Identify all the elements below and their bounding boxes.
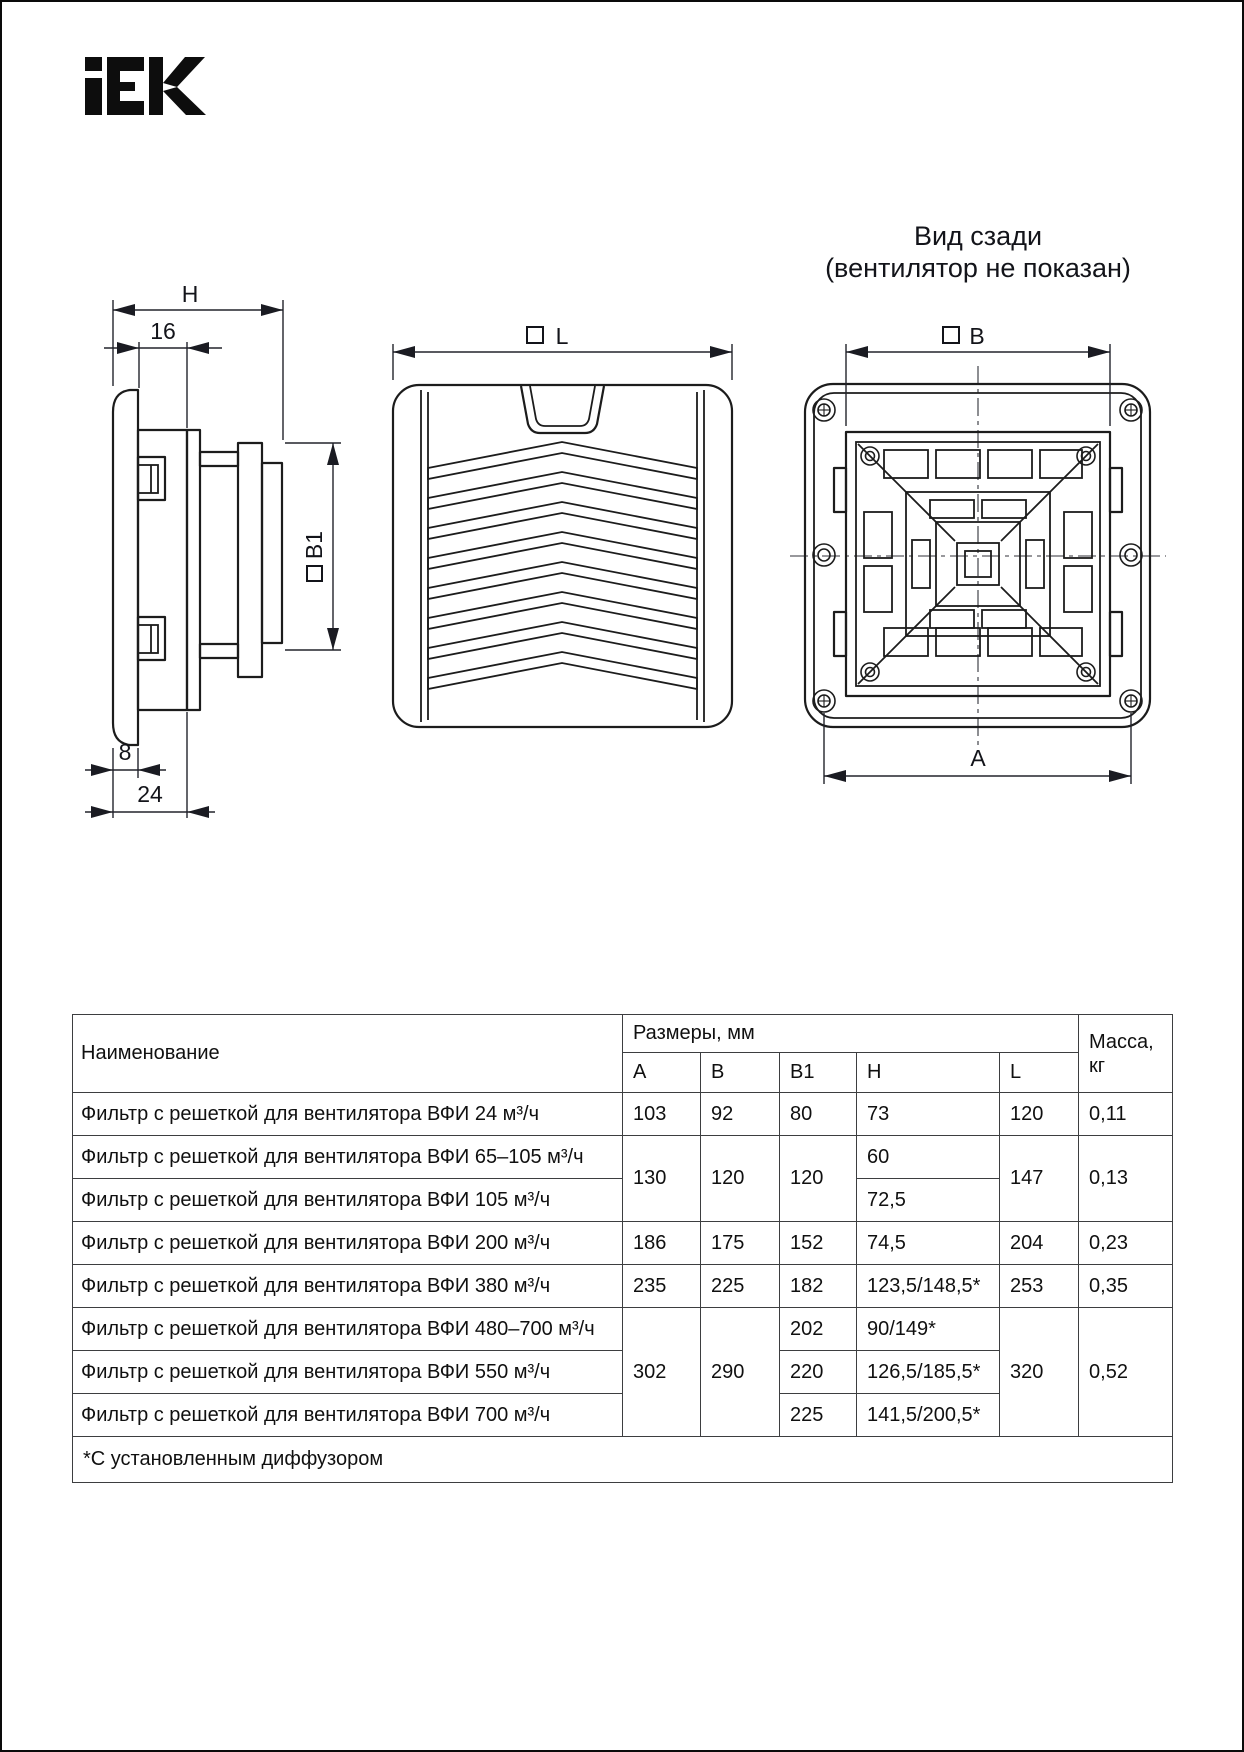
cell-a: 130 bbox=[623, 1136, 701, 1222]
table-row bbox=[73, 1222, 1173, 1265]
cell-a: 302 bbox=[623, 1308, 701, 1437]
product-name-cell: Фильтр с решеткой для вентилятора ВФИ 200 м³/ч bbox=[73, 1222, 623, 1265]
dim-label-16: 16 bbox=[150, 318, 176, 344]
rear-view bbox=[790, 221, 1166, 784]
cell-a: 235 bbox=[623, 1265, 701, 1308]
dim-label-h: H bbox=[181, 281, 199, 307]
cell-b1: 120 bbox=[780, 1136, 857, 1222]
header-col-h: H bbox=[857, 1053, 1000, 1093]
cell-h: 73 bbox=[857, 1093, 1000, 1136]
cell-mass: 0,52 bbox=[1079, 1308, 1173, 1437]
cell-b1: 220 bbox=[780, 1351, 857, 1394]
header-col-l: L bbox=[1000, 1053, 1079, 1093]
cell-b1: 80 bbox=[780, 1093, 857, 1136]
cell-h: 60 bbox=[857, 1136, 1000, 1179]
dim-label-24: 24 bbox=[137, 781, 163, 807]
table-header-row-1 bbox=[73, 1015, 1173, 1053]
dim-label-8: 8 bbox=[118, 739, 132, 765]
cell-mass: 0,11 bbox=[1079, 1093, 1173, 1136]
cell-h: 141,5/200,5* bbox=[857, 1394, 1000, 1437]
dim-label-b: B bbox=[969, 323, 985, 349]
cell-b1: 182 bbox=[780, 1265, 857, 1308]
dim-label-b1: B1 bbox=[301, 530, 327, 560]
header-sizes: Размеры, мм bbox=[623, 1015, 1079, 1053]
square-symbol-b bbox=[943, 327, 959, 343]
cell-b: 175 bbox=[701, 1222, 780, 1265]
cell-h: 72,5 bbox=[857, 1179, 1000, 1222]
rear-view-title: Вид сзади bbox=[913, 221, 1043, 251]
cell-b: 92 bbox=[701, 1093, 780, 1136]
dim-label-l: L bbox=[555, 323, 569, 349]
table-row bbox=[73, 1136, 1173, 1179]
cell-mass: 0,35 bbox=[1079, 1265, 1173, 1308]
table-row bbox=[73, 1265, 1173, 1308]
dimensions-table bbox=[72, 1014, 1173, 1483]
header-col-a: A bbox=[623, 1053, 701, 1093]
table-footnote-row bbox=[73, 1437, 1173, 1483]
table-row bbox=[73, 1093, 1173, 1136]
product-name-cell: Фильтр с решеткой для вентилятора ВФИ 380 м³/ч bbox=[73, 1265, 623, 1308]
cell-h: 74,5 bbox=[857, 1222, 1000, 1265]
product-name-cell: Фильтр с решеткой для вентилятора ВФИ 550 м³/ч bbox=[73, 1351, 623, 1394]
product-name-cell: Фильтр с решеткой для вентилятора ВФИ 24 м³/ч bbox=[73, 1093, 623, 1136]
cell-b1: 225 bbox=[780, 1394, 857, 1437]
cell-a: 186 bbox=[623, 1222, 701, 1265]
louver-slats bbox=[428, 442, 697, 689]
table-row bbox=[73, 1308, 1173, 1351]
product-name-cell: Фильтр с решеткой для вентилятора ВФИ 700 м³/ч bbox=[73, 1394, 623, 1437]
product-name-cell: Фильтр с решеткой для вентилятора ВФИ 65–105 м³/ч bbox=[73, 1136, 623, 1179]
product-name-cell: Фильтр с решеткой для вентилятора ВФИ 105 м³/ч bbox=[73, 1179, 623, 1222]
cell-l: 253 bbox=[1000, 1265, 1079, 1308]
cell-mass: 0,23 bbox=[1079, 1222, 1173, 1265]
header-col-b: B bbox=[701, 1053, 780, 1093]
product-name-cell: Фильтр с решеткой для вентилятора ВФИ 480–700 м³/ч bbox=[73, 1308, 623, 1351]
cell-b: 225 bbox=[701, 1265, 780, 1308]
square-symbol-l bbox=[527, 327, 543, 343]
cell-b: 120 bbox=[701, 1136, 780, 1222]
cell-b: 290 bbox=[701, 1308, 780, 1437]
cell-l: 204 bbox=[1000, 1222, 1079, 1265]
side-view bbox=[85, 281, 341, 818]
cell-mass: 0,13 bbox=[1079, 1136, 1173, 1222]
header-mass bbox=[1079, 1015, 1173, 1093]
cell-l: 147 bbox=[1000, 1136, 1079, 1222]
cell-l: 120 bbox=[1000, 1093, 1079, 1136]
header-name: Наименование bbox=[73, 1015, 623, 1093]
header-col-b1: B1 bbox=[780, 1053, 857, 1093]
cell-b1: 202 bbox=[780, 1308, 857, 1351]
cell-a: 103 bbox=[623, 1093, 701, 1136]
dim-label-a: A bbox=[970, 745, 986, 771]
rear-view-subtitle: (вентилятор не показан) bbox=[825, 253, 1131, 283]
cell-h: 126,5/185,5* bbox=[857, 1351, 1000, 1394]
cell-h: 90/149* bbox=[857, 1308, 1000, 1351]
footnote: *С установленным диффузором bbox=[73, 1437, 1173, 1483]
header-mass-line2: кг bbox=[1089, 1054, 1106, 1077]
header-mass-line1: Масса, bbox=[1089, 1030, 1154, 1053]
cell-b1: 152 bbox=[780, 1222, 857, 1265]
cell-l: 320 bbox=[1000, 1308, 1079, 1437]
cell-h: 123,5/148,5* bbox=[857, 1265, 1000, 1308]
square-symbol-b1 bbox=[307, 566, 322, 581]
front-view bbox=[393, 323, 732, 727]
